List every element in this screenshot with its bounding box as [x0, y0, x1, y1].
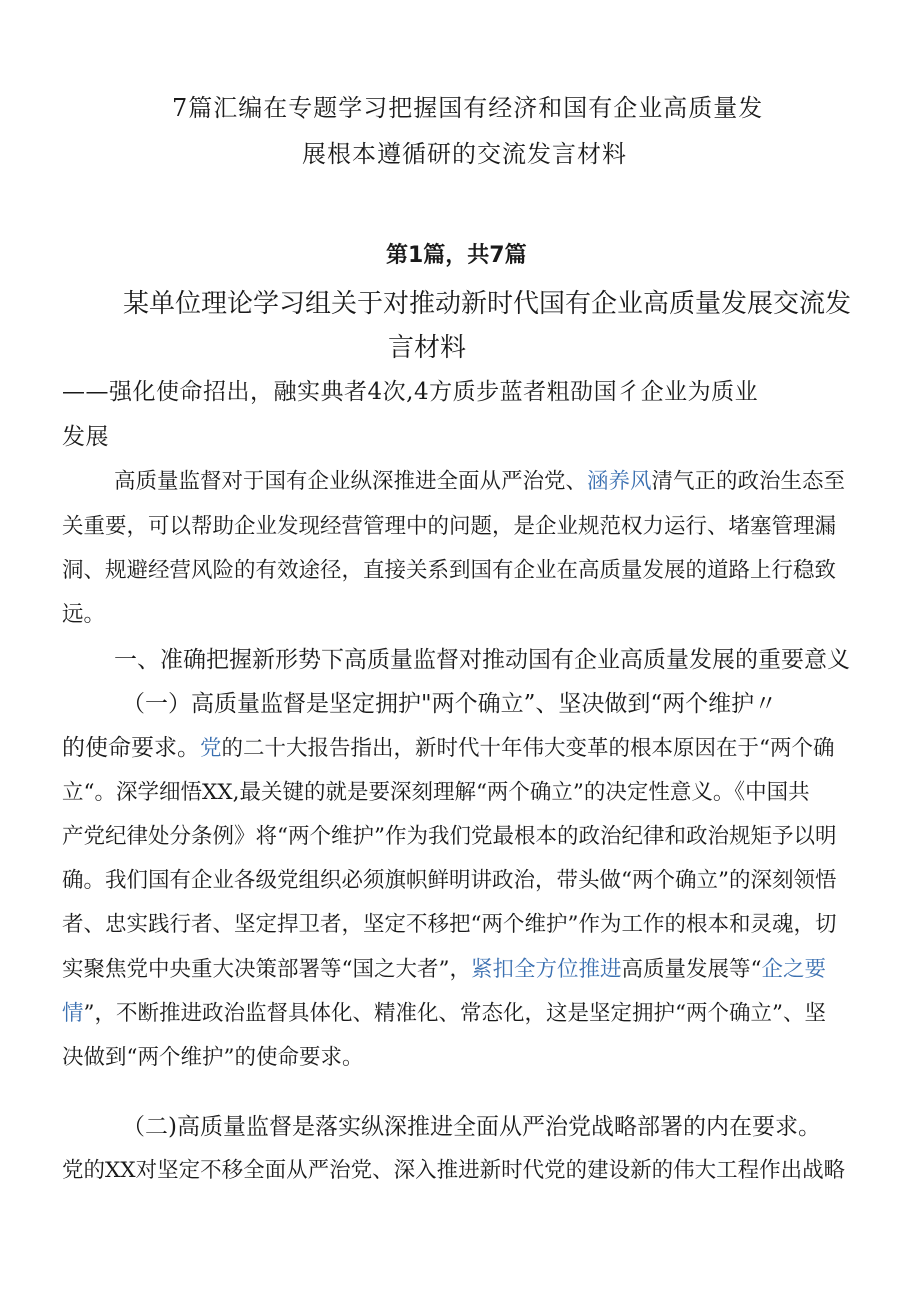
- heading-1: 一、准确把握新形势下高质量监督对推动国有企业高质量发展的重要意义: [114, 647, 850, 673]
- sub1-line-6: [62, 955, 826, 985]
- sub1-line-7: [62, 999, 826, 1029]
- intro-text: 高质量监督对于国有企业纵深推进全面从严治党、: [114, 469, 588, 494]
- sub1-text: 实聚焦党中央重大决策部署等“国之大者”，: [62, 957, 471, 982]
- subheading-1: （一）高质量监督是坚定拥护"两个确立”、坚决做到“两个维护〃: [122, 691, 778, 717]
- article-title-line-1: 某单位理论学习组关于对推动新时代国有企业高质量发展交流发: [123, 289, 852, 319]
- document-title-line-1: 7篇汇编在专题学习把握国有经济和国有企业高质量发: [172, 94, 764, 122]
- intro-line-1: [114, 467, 845, 497]
- article-title-line-2: 言材料: [388, 333, 467, 363]
- sub1-highlight: 党: [200, 736, 222, 761]
- sub1-line-8: 决做到“两个维护”的使命要求。: [62, 1045, 364, 1070]
- subtitle-line-2: 发展: [62, 424, 109, 450]
- subtitle-line-1: ——强化使命招出，融实典者4次,4方质步蓝者粗劭国彳企业为质业: [62, 379, 759, 405]
- intro-highlight: 涵养风: [587, 469, 652, 494]
- section-label: 第1篇，共7篇: [386, 243, 527, 268]
- sub1-lead: 的使命要求。: [62, 735, 200, 761]
- intro-line-4: 远。: [62, 602, 106, 627]
- sub1-text: ”，不断推进政治监督具体化、精准化、常态化，这是坚定拥护“两个确立”、坚: [83, 1001, 826, 1026]
- sub1-text: 高质量发展等“: [621, 957, 762, 982]
- sub1-line-4: 确。我们国有企业各级党组织必须旗帜鲜明讲政治，带头做“两个确立”的深刻领悟: [62, 868, 837, 893]
- sub2-line-1: 党的XX对坚定不移全面从严治党、深入推进新时代党的建设新的伟大工程作出战略: [62, 1158, 846, 1183]
- sub1-line-3: 产党纪律处分条例》将“两个维护”作为我们党最根本的政治纪律和政治规矩予以明: [62, 824, 837, 849]
- sub1-highlight: 情: [62, 1001, 84, 1026]
- sub1-highlight: 企之要: [761, 957, 827, 982]
- intro-line-2: 关重要，可以帮助企业发现经营管理中的问题，是企业规范权力运行、堵塞管理漏: [62, 514, 837, 539]
- intro-text: 清气正的政治生态至: [651, 469, 846, 494]
- subheading-2: （二)高质量监督是落实纵深推进全面从严治党战略部署的内在要求。: [122, 1114, 821, 1140]
- sub1-line-5: 者、忠实践行者、坚定捍卫者，坚定不移把“两个维护”作为工作的根本和灵魂，切: [62, 912, 837, 937]
- sub1-text: 的二十大报告指出，新时代十年伟大变革的根本原因在于“两个确: [221, 736, 835, 761]
- sub1-highlight: 紧扣全方位推进: [471, 957, 622, 982]
- document-title-line-2: 展根本遵循研的交流发言材料: [302, 140, 627, 168]
- intro-line-3: 洞、规避经营风险的有效途径，直接关系到国有企业在高质量发展的道路上行稳致: [62, 558, 837, 583]
- sub1-line-1: [62, 733, 835, 764]
- sub1-line-2: 立“。深学细悟XX,最关键的就是要深刻理解“两个确立”的决定性意义。《中国共: [62, 780, 810, 805]
